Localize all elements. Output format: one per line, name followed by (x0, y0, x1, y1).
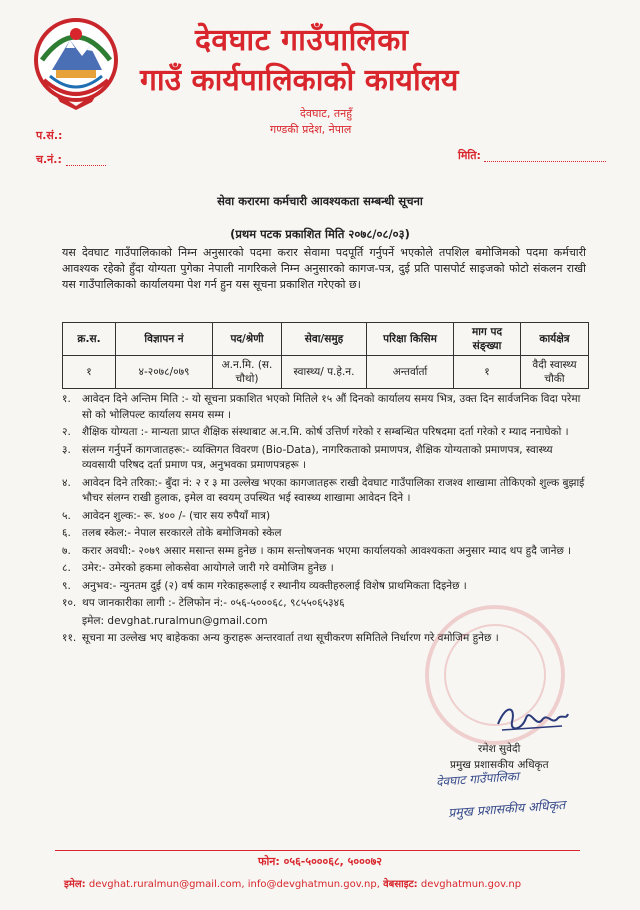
list-item-text: अनुभव:- न्युनतम दुई (२) वर्ष काम गरेकाहरूलाई र स्थानीय व्यक्तीहरुलाई विशेष प्राथमिकता दिइनेछ । (82, 579, 467, 592)
list-item-number: ७. (62, 544, 71, 557)
col-header-service-group: सेवा/समुह (282, 323, 367, 356)
letterhead-title-municipality: देवघाट गाउँपालिका (195, 23, 409, 58)
list-item (62, 476, 588, 507)
list-item (62, 443, 588, 474)
vacancy-table (62, 322, 589, 389)
col-header-serial: क्र.स. (63, 323, 116, 356)
signatory-name: रमेश सुवेदी (478, 743, 521, 755)
list-item-number: ४. (62, 476, 71, 489)
list-item-text: इमेल: devghat.ruralmun@gmail.com (82, 614, 268, 627)
cell-service-group: स्वास्थ्य/ प.हे.न. (282, 356, 367, 389)
list-item-number: ३. (62, 443, 71, 456)
handwritten-signature (492, 700, 572, 740)
ref-chalani-dotted-line (66, 164, 106, 166)
footer-emails: devghat.ruralmun@gmail.com, info@devghatmun.gov.np, (88, 879, 380, 890)
list-item-number: ११. (62, 632, 77, 644)
footer-website: devghatmun.gov.np (420, 879, 522, 890)
vacancy-table-header-row (63, 323, 589, 356)
col-header-workplace: कार्यक्षेत्र (521, 323, 589, 356)
cell-advertisement-no: ४-२०७८/०७९ (116, 356, 213, 389)
list-item-number: १. (62, 393, 71, 405)
list-item (62, 561, 588, 577)
footer-phone: फोन: ०५६-५०००६८, ५०००७२ (257, 855, 383, 868)
list-item-text: शैक्षिक योग्यता :- मान्यता प्राप्त शैक्षिक संस्थाबाट अ.न.मि. कोर्ष उत्तिर्ण गरेको र सम्बन्धित परिषदमा दर्ता गरेको र म्याद ननाघेको । (82, 426, 569, 438)
list-item-text: आवेदन शुल्क:- रू. ४०० /- (चार सय रुपैयाँ मात्र) (82, 509, 271, 522)
list-item-text: तलब स्केल:- नेपाल सरकारले तोके बमोजिमको स्केल (82, 527, 282, 539)
notice-intro-paragraph: यस देवघाट गाउँपालिकाको निम्न अनुसारको पदमा करार सेवामा पदपूर्ति गर्नुपर्ने भएकोले तपशिल बमोजिमको पदमा कर्मचारी आवश्यक रहेको हुँदा योग्यता पुगेका नेपाली नागरिकले निम्न अनुसारको कागज-पत्र, दुई प्रति पासपोर्ट साइजको फोटो संकलन राखी यस गाउँपालिकाको कार्यालयमा पेश गर्न हुन यस सूचना प्रकाशित गरेएको छ। (62, 246, 586, 291)
list-item-number: १०. (62, 597, 77, 609)
notice-subtitle: (प्रथम पटक प्रकाशित मिति २०७८/०८/०३) (230, 227, 410, 241)
ref-chalani-label: च.नं.: (36, 153, 62, 166)
list-item (62, 509, 588, 525)
list-item-text: करार अवधी:- २०७९ असार मसान्त सम्म हुनेछ । काम सन्तोषजनक भएमा कार्यालयको आवश्यकता अनुसार म्याद थप हुदै जानेछ । (82, 544, 572, 557)
list-item-text: सूचना मा उल्लेख भए बाहेकका अन्य कुराहरू अन्तरवार्ता तथा सूचीकरण समितिले निर्धारण गरे वमोजिम हुनेछ । (82, 632, 499, 644)
list-item (62, 526, 588, 542)
list-item-number: ९. (62, 579, 71, 592)
footer-contacts (64, 876, 624, 890)
footer-divider (55, 850, 580, 851)
date-dotted-line (484, 160, 606, 162)
municipality-emblem-logo (30, 14, 122, 112)
list-item (62, 544, 588, 560)
list-item-text: उमेर:- उमेरको हकमा लोकसेवा आयोगले जारी गरे वमोजिम हुनेछ । (82, 562, 334, 574)
cell-serial: १ (63, 356, 116, 389)
list-item (62, 392, 588, 423)
list-item-number: ६. (62, 527, 71, 539)
col-header-demand-count: माग पद संङ्ख्या (454, 323, 521, 356)
stamp-officer-title: प्रमुख प्रशासकीय अधिकृत (447, 796, 566, 821)
cell-demand-count: १ (454, 356, 521, 389)
list-item-number: ८. (62, 562, 71, 574)
list-item-text: संलग्न गर्नुपर्ने कागजातहरू:- व्यक्तिगत विवरण (Bio-Data), नागरिकताको प्रमाणपत्र, शैक्षिक योग्यताको प्रमाणपत्र, स्वास्थ्य व्यवसायी परिषद दर्ता प्रमाण पत्र, अनुभवका प्रमाणपत्रहरू । (82, 443, 553, 471)
list-item (62, 579, 588, 595)
date-label: मिति: (458, 149, 481, 162)
list-item-number: ५. (62, 509, 71, 522)
footer-email-label: इमेल: (64, 879, 86, 890)
list-item-number: २. (62, 426, 71, 438)
letterhead-title-office: गाउँ कार्यपालिकाको कार्यालय (140, 63, 459, 98)
ref-patra-label: प.सं.: (36, 129, 63, 142)
list-item-text: आवेदन दिने तरिका:- बुँदा नं: २ र ३ मा उल्लेख भएका कागजातहरू राखी देवघाट गाउँपालिका राजश्व शाखामा तोकिएको शुल्क बुझाई भौचर संलग्न राखी हुलाक, इमेल वा स्वयम् उपस्थित भई स्वास्थ्य शाखामा आवेदन दिने । (82, 476, 585, 504)
letterhead-address-line1: देवघाट, तनहुँ (300, 107, 353, 120)
list-item (62, 425, 588, 441)
list-item-text: आवेदन दिने अन्तिम मिति :- यो सूचना प्रकाशित भएको मितिले १५ औं दिनको कार्यालय समय भित्र, उक्त दिन सार्वजनिक विदा परेमा सो को भोलिपल्ट कार्यालय समय सम्म । (82, 393, 581, 421)
footer-website-label: वेबसाइट: (383, 879, 418, 890)
signatory-title: प्रमुख प्रशासकीय अधिकृत (450, 759, 549, 771)
cell-post-level: अ.न.मि. (स. चौथो) (213, 356, 282, 389)
stamp-office-name: देवघाट गाउँपालिका (435, 769, 520, 789)
letterhead-address-line2: गण्डकी प्रदेश, नेपाल (270, 123, 352, 136)
cell-exam-type: अन्तर्वार्ता (367, 356, 454, 389)
notice-title: सेवा करारमा कर्मचारी आवश्यकता सम्बन्धी सूचना (217, 194, 423, 208)
list-item-text: थप जानकारीका लागी :- टेलिफोन नं:- ०५६-५०००६८, ९८५५०६५३४६ (82, 597, 345, 609)
table-row (63, 356, 589, 389)
col-header-advertisement-no: विज्ञापन नं (116, 323, 213, 356)
cell-workplace: वैदी स्वास्थ्य चौकी (521, 356, 589, 389)
col-header-exam-type: परिक्षा किसिम (367, 323, 454, 356)
col-header-post-level: पद/श्रेणी (213, 323, 282, 356)
